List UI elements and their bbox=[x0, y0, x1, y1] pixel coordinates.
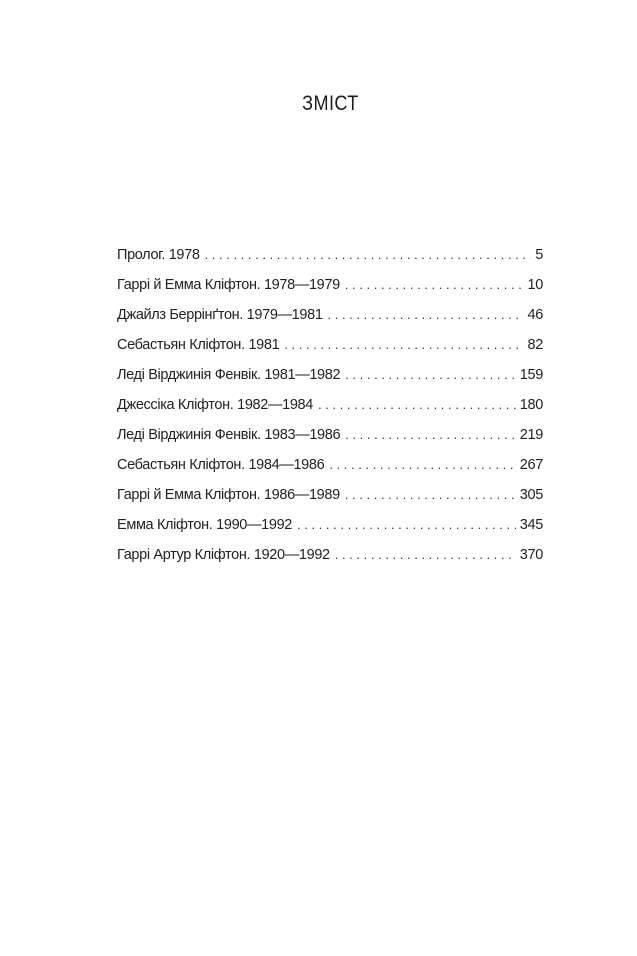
dot-leader bbox=[345, 365, 516, 385]
toc-entry-label: Леді Вірджинія Фенвік. 1983—1986 bbox=[117, 427, 341, 443]
toc-entry-label: Джессіка Кліфтон. 1982—1984 bbox=[117, 397, 313, 413]
toc-entry-label: Леді Вірджинія Фенвік. 1981—1982 bbox=[117, 367, 341, 383]
dot-leader bbox=[328, 305, 524, 325]
toc-entry bbox=[117, 395, 543, 425]
toc-page-number: 219 bbox=[519, 427, 543, 443]
toc-page-number: 10 bbox=[527, 277, 543, 293]
toc-entry-label: Себастьян Кліфтон. 1981 bbox=[117, 337, 280, 353]
toc-entry-label: Емма Кліфтон. 1990—1992 bbox=[117, 517, 293, 533]
table-of-contents bbox=[117, 245, 543, 575]
toc-page-number: 305 bbox=[519, 487, 543, 503]
toc-page-number: 159 bbox=[519, 367, 543, 383]
toc-page-number: 46 bbox=[527, 307, 543, 323]
toc-entry bbox=[117, 275, 543, 305]
toc-entry bbox=[117, 245, 543, 275]
toc-entry bbox=[117, 485, 543, 515]
page-title: ЗМІСТ bbox=[302, 92, 359, 115]
dot-leader bbox=[297, 515, 516, 535]
toc-page-number: 267 bbox=[519, 457, 543, 473]
toc-entry-label: Гаррі й Емма Кліфтон. 1978—1979 bbox=[117, 277, 340, 293]
toc-entry bbox=[117, 305, 543, 335]
dot-leader bbox=[345, 425, 516, 445]
toc-entry-label: Джайлз Беррінґтон. 1979—1981 bbox=[117, 307, 323, 323]
dot-leader bbox=[335, 545, 516, 565]
toc-page-number: 5 bbox=[535, 247, 543, 263]
dot-leader bbox=[329, 455, 515, 475]
toc-entry bbox=[117, 545, 543, 575]
toc-page-number: 180 bbox=[519, 397, 543, 413]
toc-entry bbox=[117, 515, 543, 545]
toc-entry-label: Пролог. 1978 bbox=[117, 247, 200, 263]
toc-entry bbox=[117, 335, 543, 365]
toc-page-number: 345 bbox=[519, 517, 543, 533]
toc-entry bbox=[117, 455, 543, 485]
toc-entry-label: Себастьян Кліфтон. 1984—1986 bbox=[117, 457, 325, 473]
dot-leader bbox=[345, 485, 516, 505]
toc-entry bbox=[117, 425, 543, 455]
toc-page-number: 82 bbox=[527, 337, 543, 353]
toc-page-number: 370 bbox=[519, 547, 543, 563]
dot-leader bbox=[205, 245, 532, 265]
dot-leader bbox=[318, 395, 516, 415]
toc-entry-label: Гаррі Артур Кліфтон. 1920—1992 bbox=[117, 547, 330, 563]
dot-leader bbox=[284, 335, 523, 355]
dot-leader bbox=[345, 275, 524, 295]
toc-entry-label: Гаррі й Емма Кліфтон. 1986—1989 bbox=[117, 487, 340, 503]
toc-entry bbox=[117, 365, 543, 395]
